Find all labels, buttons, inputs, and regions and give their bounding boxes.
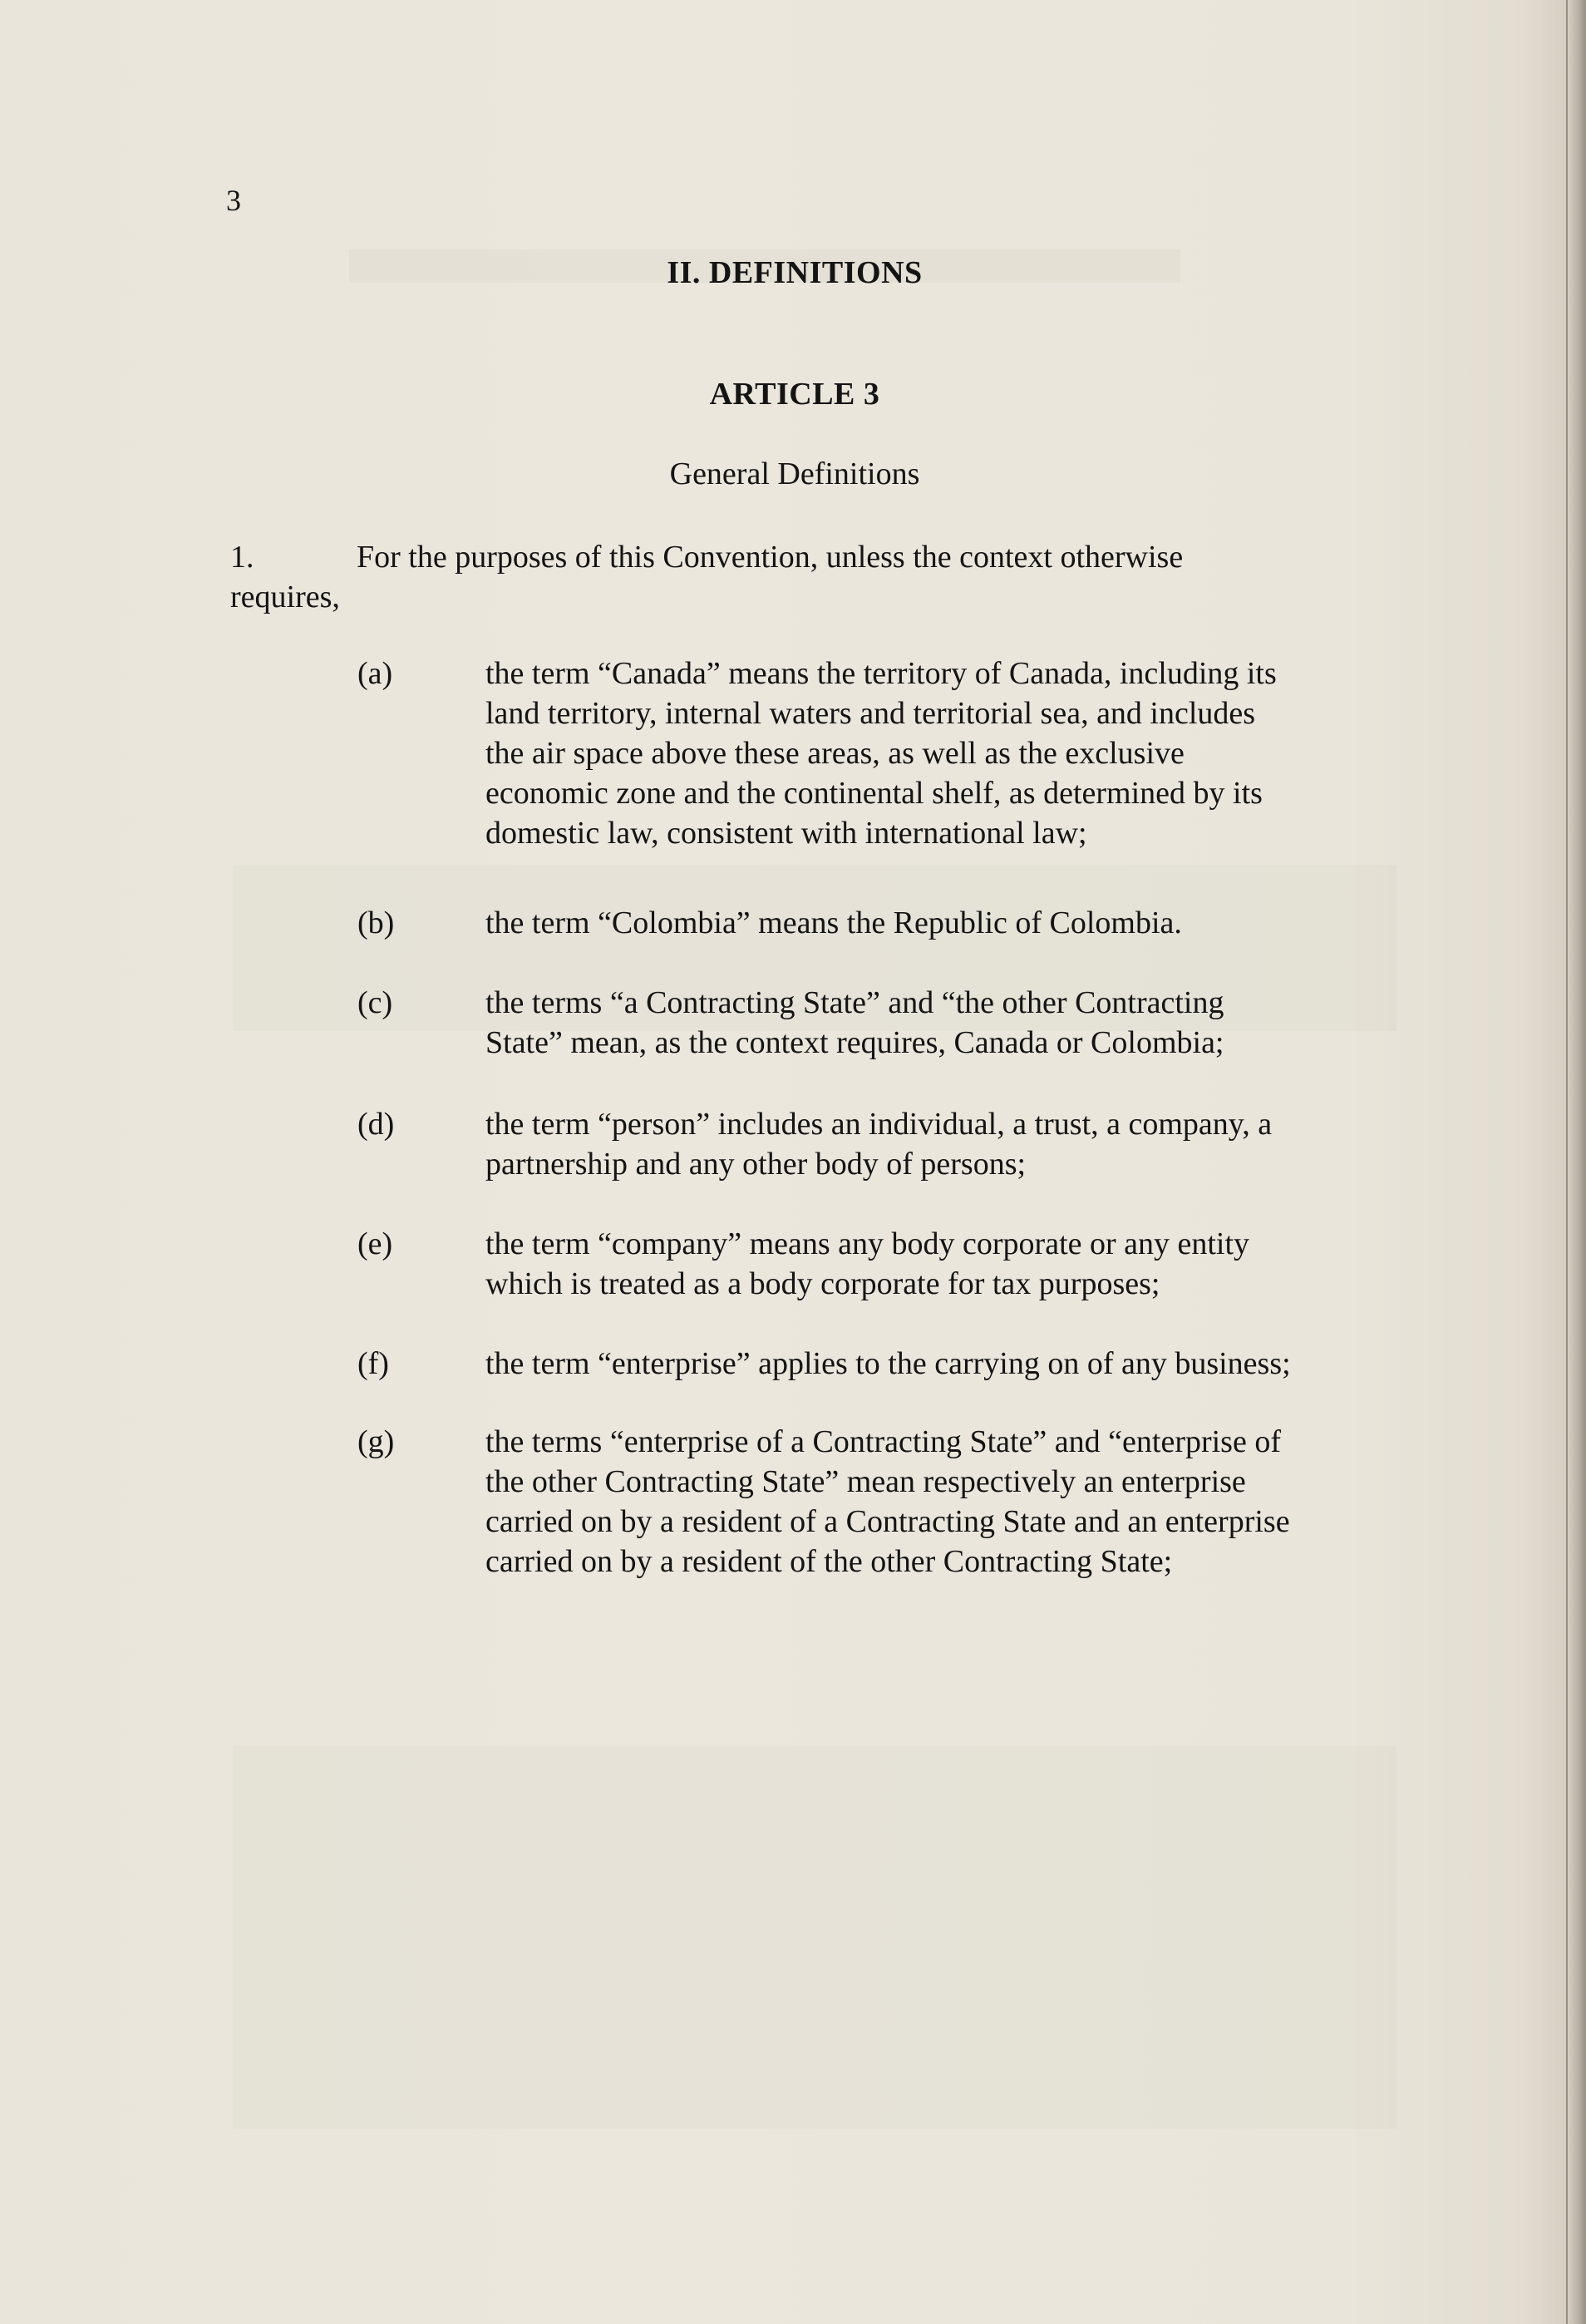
page-number: 3 bbox=[226, 184, 241, 217]
paragraph-intro-text: For the purposes of this Convention, unless the context otherwise bbox=[357, 540, 1184, 575]
definition-line: land territory, internal waters and territorial sea, and includes bbox=[485, 696, 1256, 731]
article-title: ARTICLE 3 bbox=[709, 377, 880, 412]
definition-line: the other Contracting State” mean respectively an enterprise bbox=[485, 1464, 1246, 1499]
definition-line: the terms “a Contracting State” and “the other Contracting bbox=[485, 985, 1224, 1020]
definition-text bbox=[485, 1104, 1425, 1184]
definition-line: the term “person” includes an individual, a trust, a company, a bbox=[485, 1107, 1273, 1142]
definition-text bbox=[485, 1224, 1425, 1304]
paragraph-intro-line: requires, bbox=[230, 580, 340, 614]
definition-line: State” mean, as the context requires, Canada or Colombia; bbox=[485, 1025, 1224, 1060]
definition-text bbox=[485, 1422, 1425, 1581]
definition-line: carried on by a resident of a Contracting State and an enterprise bbox=[485, 1504, 1290, 1539]
definition-label: (g) bbox=[357, 1424, 395, 1459]
definition-label: (d) bbox=[357, 1107, 395, 1142]
definition-text bbox=[485, 1344, 1425, 1384]
definition-label: (b) bbox=[357, 905, 395, 940]
section-title: II. DEFINITIONS bbox=[667, 255, 923, 290]
article-subtitle: General Definitions bbox=[669, 456, 920, 491]
definition-label: (a) bbox=[357, 656, 393, 691]
definition-line: which is treated as a body corporate for tax purposes; bbox=[485, 1266, 1160, 1301]
definition-line: the term “Canada” means the territory of Canada, including its bbox=[485, 656, 1277, 691]
definition-line: domestic law, consistent with international law; bbox=[485, 816, 1087, 851]
definition-line: economic zone and the continental shelf, as determined by its bbox=[485, 776, 1263, 811]
definition-line: the term “Colombia” means the Republic of Colombia. bbox=[485, 905, 1182, 940]
definition-line: the air space above these areas, as well as the exclusive bbox=[485, 736, 1185, 771]
paragraph-intro bbox=[230, 537, 1394, 617]
definition-line: the term “company” means any body corporate or any entity bbox=[485, 1226, 1250, 1261]
page-edge-shadow bbox=[1568, 0, 1586, 2324]
definition-line: carried on by a resident of the other Contracting State; bbox=[485, 1544, 1173, 1579]
definition-label: (c) bbox=[357, 985, 393, 1020]
definition-label: (f) bbox=[357, 1346, 389, 1381]
definition-line: the terms “enterprise of a Contracting State” and “enterprise of bbox=[485, 1424, 1281, 1459]
definition-text bbox=[485, 983, 1425, 1063]
definition-label: (e) bbox=[357, 1226, 393, 1261]
definition-line: partnership and any other body of persons; bbox=[485, 1147, 1027, 1182]
definition-line: the term “enterprise” applies to the carrying on of any business; bbox=[485, 1346, 1291, 1381]
definition-text bbox=[485, 903, 1425, 943]
paragraph-intro-line bbox=[230, 537, 1394, 577]
paragraph-number: 1. bbox=[230, 540, 254, 575]
definition-text bbox=[485, 654, 1425, 853]
show-through-band bbox=[233, 1746, 1396, 2129]
